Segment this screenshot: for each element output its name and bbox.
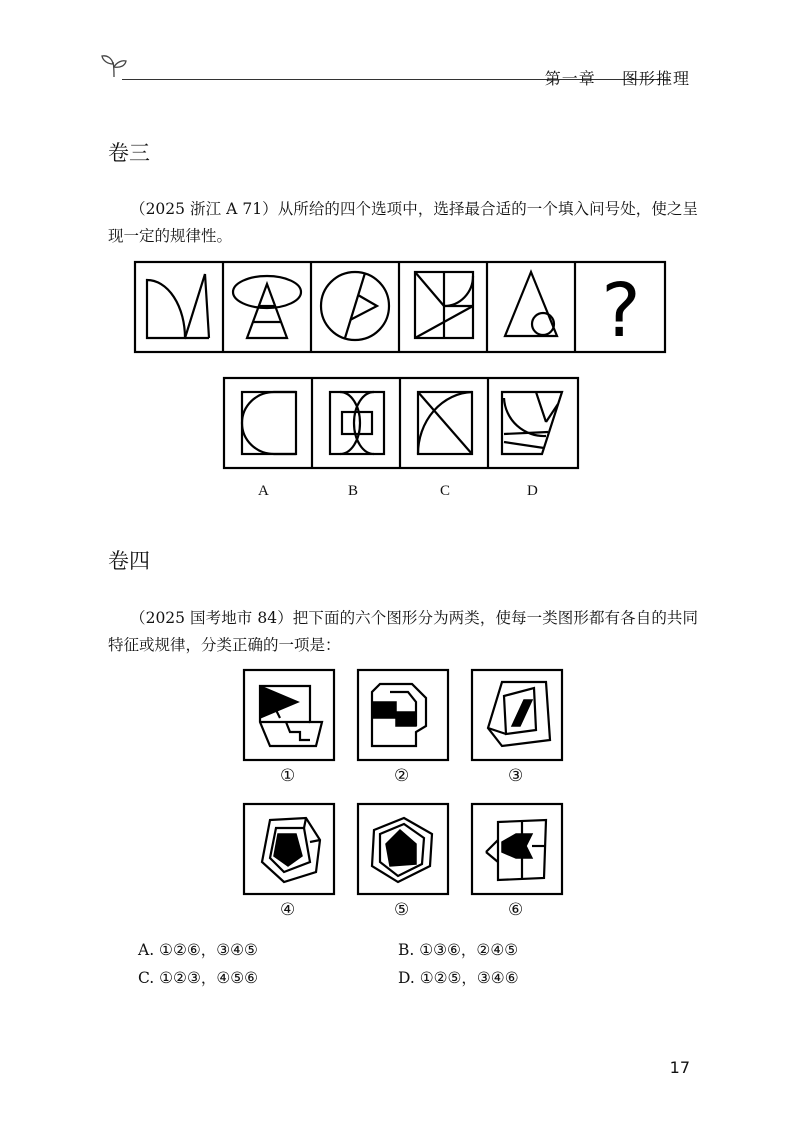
classification-figure-6 [472, 804, 562, 894]
option-label-b: B [348, 483, 359, 499]
classification-figure-5 [358, 804, 448, 894]
topic-label: 图形推理 [621, 69, 690, 88]
option-label-a: A [258, 483, 269, 499]
page-number: 17 [669, 1058, 690, 1077]
option-figure-a [242, 392, 296, 454]
answer-choice-b[interactable]: B. ①③⑥，②④⑤ [398, 941, 519, 959]
sequence-figure-1 [147, 274, 209, 338]
figure-label-3: ③ [508, 766, 524, 785]
classification-figure-1 [244, 670, 334, 760]
sequence-figure-2 [233, 276, 301, 338]
classification-figure-2 [358, 670, 448, 760]
section-title-3: 卷三 [108, 141, 150, 165]
answer-choice-a[interactable]: A. ①②⑥，③④⑤ [138, 941, 258, 959]
figure-label-1: ① [280, 766, 296, 785]
classification-figure-3 [472, 670, 562, 760]
sequence-figure-5 [505, 272, 557, 336]
section-title-4: 卷四 [108, 549, 150, 573]
question-text-4: （2025 国考地市 84）把下面的六个图形分为两类，使每一类图形都有各自的共同特征或规律，分类正确的一项是： [108, 609, 698, 654]
sequence-figure-4 [415, 272, 473, 338]
header-title [545, 66, 690, 89]
sequence-figure-3 [321, 272, 389, 340]
classification-row-2 [240, 800, 566, 904]
classification-figure-4 [244, 804, 334, 894]
sequence-figure-row [133, 260, 667, 356]
sprout-icon [100, 52, 128, 78]
figure-label-2: ② [394, 766, 410, 785]
question-mark: ? [601, 268, 641, 354]
option-figure-c [418, 392, 472, 454]
chapter-label: 第一章 [544, 69, 596, 88]
option-label-d: D [527, 483, 538, 499]
figure-label-5: ⑤ [394, 900, 410, 919]
classification-row-1 [240, 666, 566, 770]
figure-label-4: ④ [280, 900, 296, 919]
answer-choice-c[interactable]: C. ①②③，④⑤⑥ [138, 969, 259, 987]
option-figure-d [502, 392, 562, 454]
question-text-3: （2025 浙江 A 71）从所给的四个选项中，选择最合适的一个填入问号处，使之呈现一定的规律性。 [108, 200, 698, 245]
answer-choice-d[interactable]: D. ①②⑤，③④⑥ [398, 969, 519, 987]
option-figure-b [330, 392, 384, 454]
figure-label-6: ⑥ [508, 900, 524, 919]
option-label-c: C [440, 483, 451, 499]
options-figure-row [222, 376, 580, 472]
